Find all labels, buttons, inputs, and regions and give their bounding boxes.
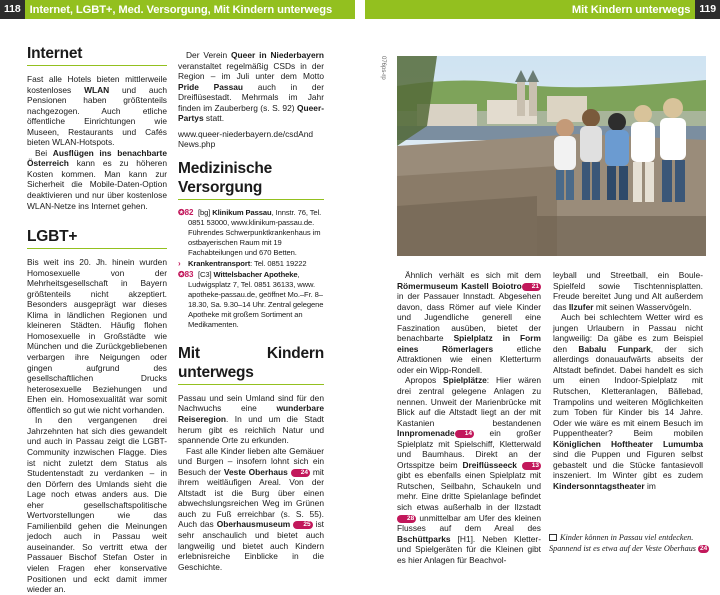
listing-klinikum: ✪82 [bg] Klinikum Passau, Innstr. 76, Tel. 0851 53000, www.klinikum-passau.de. Führendes Schwerpunktkrankenhaus im ostbayerischen Raum mit 19 Fachabteilungen und 670 Betten. [178, 207, 322, 257]
column-2 [178, 50, 324, 572]
map-pin-badge: 28 [397, 515, 416, 523]
page-gutter [355, 0, 365, 571]
internet-paragraph-2: Bei Ausflügen ins benachbarte Österreich kann es zu höheren Kosten kommen. Man kann zur Sicherheit die Mobile-Daten-Option deaktivieren und nur über kostenlose WLAN-Netze ins Internet gehen. [27, 147, 168, 211]
running-title-right: Mit Kindern unterwegs [571, 3, 691, 16]
map-pin-badge: 24 [700, 544, 708, 552]
listing-krankentransport: › Krankentransport: Tel. 0851 19222 [178, 258, 307, 268]
column-3 [397, 270, 541, 565]
page-header-right [365, 0, 720, 19]
arrow-icon: › [178, 258, 181, 268]
heading-rule [178, 199, 324, 200]
location-marker-icon: ✪83 [178, 269, 194, 279]
heading-rule [178, 384, 324, 385]
map-pin-badge: 24 [291, 469, 310, 477]
column-1 [27, 44, 167, 595]
photo-code: 076ps-rp [380, 56, 386, 80]
camera-icon [549, 534, 557, 541]
map-pin-badge: 14 [455, 430, 474, 438]
location-marker-icon: ✪82 [178, 207, 194, 217]
section-heading-internet: Internet [27, 45, 83, 62]
kinder-paragraph-2: Fast alle Kinder lieben alte Gemäuer und Burgen – insofern lohnt sich ein Besuch der Veste Oberhaus 24 mit ihrem weitläufigen Areal. Von der Altstadt ist die Burg über einen abwechslungsreichen Weg im Grünen auch zu Fuß erreichbar (s. S. 55). Auch das Oberhausmuseum 25 ist sehr anschaulich und bietet auch langweilig und bietet auch Kindern erlebnisreiche Einblicke in die Geschichte. [178, 445, 325, 572]
section-heading-med-1: Medizinische [178, 159, 273, 177]
photo-children-at-wall [397, 56, 706, 256]
section-heading-lgbt: LGBT+ [27, 228, 78, 246]
wetter-paragraph: Auch bei schlechtem Wetter wird es jungen Urlaubern in Passau nicht langweilig: Da gäbe es zum Beispiel den Babalu Funpark, der sich allerdings donauaufwärts abseits der Altstadt befindet. Dabei handelt es sich um einen Indoor-Spielplatz mit Rutschen, Kletteranlagen, Bällebad, Trampolins und weiteren Möglichkeiten zum Toben für Kinder bis 14 Jahre. Oder wie wäre es mit einem Besuch im Puppentheater? Beim mobilen Königlichen Hoftheater Lumumba sind die Puppen und Figuren selbst gebastelt und die Stücke fantasievoll inszeniert. Im Winter gibt es zudem Kindersonntagstheater im [553, 312, 703, 491]
section-heading-kinder: Mit Kindern unterwegs [178, 344, 324, 381]
page-header-left [0, 0, 355, 19]
queer-link[interactable]: www.queer-niederbayern.de/csdAnd News.php [178, 128, 314, 150]
page-number-left: 118 [0, 0, 25, 19]
running-title-left: Internet, LGBT+, Med. Versorgung, Mit Kindern unterwegs [29, 3, 333, 16]
roemer-paragraph: Ähnlich verhält es sich mit dem Römermuseum Kastell Boiotro 21 in der Passauer Innstadt. Abgesehen davon, dass Römer auf viele Kinder und Jugendliche generell eine Faszination ausüben, bietet der benachbarte Spielplatz in Form eines Römerlagers etliche Attraktionen wie einen Kletterturm oder ein Wipp-Rondell. [397, 270, 541, 375]
queer-paragraph: Der Verein Queer in Niederbayern veranstaltet regelmäßig CSDs in der Region – im Juli unter dem Motto Pride Passau auch in der Dreiflüsestadt. Mehrmals im Jahr finden im Zauberberg (s. S. 92) Queer-Partys statt. [178, 50, 324, 124]
map-pin-badge: 21 [522, 283, 541, 291]
heading-rule [27, 65, 167, 66]
section-heading-med-2: Versorgung [178, 178, 263, 196]
lgbt-paragraph-1: Bis weit ins 20. Jh. hinein wurden Homosexuelle von der Mehrheitsgesellschaft in Bayern größtenteils nicht akzeptiert. Besonders ausgeprägt war dieses Klima in ländlichen Regionen und kleineren Städten. Häufig flohen Homosexuelle in Großstädte wie München und die Zurückgebliebenen verbargen ihre Neigungen oder gingen aufgrund des gesellschaftlichen Drucks heterosexuelle Beziehungen und Ehen ein. Homosexualität war somit öffentlich so gut wie nicht vorhanden. [27, 257, 167, 415]
photo-illustration [397, 56, 706, 256]
page-number-right: 119 [695, 0, 720, 19]
map-pin-badge: 13 [522, 462, 541, 470]
ilzufer-paragraph: leyball und Streetball, ein Boule-Spielfeld sowie Tischtennisplatten. Freude bereitet Jung und Alt außerdem das Ilzufer mit seinen Wasservögeln. [553, 270, 703, 312]
internet-paragraph-1: Fast alle Hotels bieten mittlerweile kostenloses WLAN und auch Pensionen haben größtenteils nachgezogen. Auch etliche öffentliche Einrichtungen wie Museen, Restaurants und Cafés bieten WLAN-Hotspots. [27, 74, 167, 148]
lgbt-paragraph-2: In den vergangenen drei Jahrzehnten hat sich dies gewandelt und auch in Passau zeigt die LGBT-Community inzwischen Flagge. Dies ist nicht zuletzt dem Status als Studentenstadt zu verdanken – in den Dörfern des Umlands sieht die Lage noch etwas anders aus. Die eher gesellschaftspolitische Wertvorstellungen wie das Familienbild gehen die Meinungen jedoch auch in Passau weit auseinander. So vertritt etwa der Passauer Bischof Stefan Oster in vielen Fragen eher konservative Positionen und eckt damit immer wieder an. [27, 415, 167, 595]
heading-rule [27, 248, 167, 249]
spielplaetze-paragraph: Apropos Spielplätze: Hier wären drei zentral gelegene Anlagen zu nennen. Unweit der Marienbrücke mit Blick auf die Altstadt liegt an der mit Kastanien bestandenen Innpromenade 14 ein großer Spielplatz mit Spielschiff, Kletterwald und Baumhaus. Direkt an der Ortsspitze beim Dreiflüsseeck 13 gibt es ebenfalls einen Spielplatz mit Rutschen, Seilbahn, Schaukeln und mehr. Eine dritte Spielanlage befindet sich etwas außerhalb in der Ilzstadt28 unmittelbar am Ufer des kleinen Flusses auf dem Areal des Bschüttparks [H1]. Neben Kletter- und Spielgeräten für die Kleinen gibt es hier Anlagen für Beachvol- [397, 375, 541, 565]
photo-caption: Kinder können in Passau viel entdecken. Spannend ist es etwa auf der Veste Oberhaus 24 [549, 533, 708, 553]
listing-apotheke: ✪83 [C3] Wittelsbacher Apotheke, Ludwigsplatz 7, Tel. 0851 36133, www. apotheke-passau.de, geöffnet Mo.–Fr. 8–18.30, Sa. 9.30–14 Uhr. Zentral gelegene Apotheke mit großem Sortiment an Medikamenten. [178, 269, 324, 329]
map-pin-badge: 25 [293, 521, 312, 529]
column-4 [553, 270, 703, 491]
kinder-paragraph-1: Passau und sein Umland sind für den Nachwuchs eine wunderbare Reiseregion. In und um die Stadt herum gibt es reichlich Natur und spannende Orte zu erkunden. [178, 392, 324, 446]
